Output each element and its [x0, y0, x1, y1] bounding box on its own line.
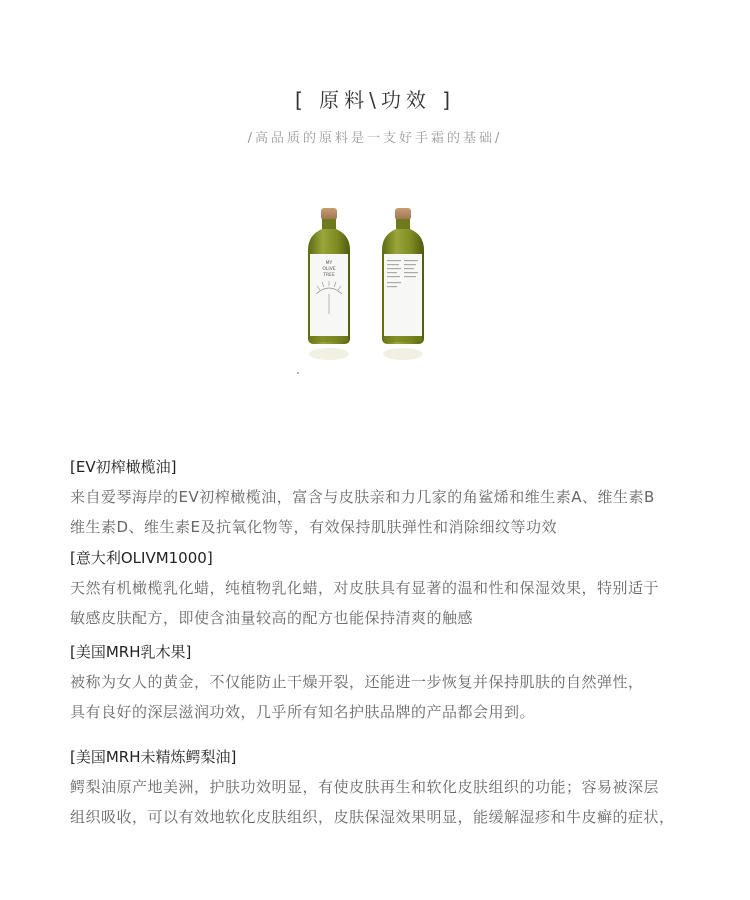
- description-line: 敏感皮肤配方，即使含油量较高的配方也能保持清爽的触感: [70, 609, 474, 627]
- description-line: 被称为女人的黄金，不仅能防止干燥开裂，还能进一步恢复并保持肌肤的自然弹性，: [70, 673, 644, 691]
- bottle-label-line-3: TREE: [323, 273, 335, 278]
- description-line: 组织吸收，可以有效地软化皮肤组织，皮肤保湿效果明显，能缓解湿疹和牛皮癣的症状，: [70, 808, 675, 826]
- bottle-front: [308, 208, 350, 344]
- ingredient-description: [70, 772, 710, 832]
- ingredient-description: [70, 573, 710, 633]
- ingredient-heading: [意大利OLIVM1000]: [70, 549, 213, 567]
- ingredient-heading: [美国MRH乳木果]: [70, 643, 192, 661]
- description-line: 维生素D、维生素E及抗氧化物等，有效保持肌肤弹性和消除细纹等功效: [70, 518, 558, 536]
- description-line: 天然有机橄榄乳化蜡，纯植物乳化蜡，对皮肤具有显著的温和性和保湿效果，特别适于: [70, 579, 660, 597]
- header: [0, 84, 750, 146]
- ingredient-section-ev-olive-oil: [70, 457, 710, 542]
- bottle-label-line-1: MY: [325, 261, 333, 266]
- ingredient-description: [70, 482, 710, 542]
- ingredient-section-avocado-oil: [70, 747, 710, 832]
- page-title: [ 原料\功效 ]: [294, 88, 456, 112]
- ingredient-heading: [美国MRH未精炼鳄梨油]: [70, 748, 237, 766]
- description-line: 鳄梨油原产地美洲，护肤功效明显，有使皮肤再生和软化皮肤组织的功能；容易被深层: [70, 778, 660, 796]
- olive-oil-bottles-image: [296, 202, 442, 378]
- description-line: 具有良好的深层滋润功效，几乎所有知名护肤品牌的产品都会用到。: [70, 703, 536, 721]
- ingredient-heading: [EV初榨橄榄油]: [70, 458, 177, 476]
- ingredient-section-shea-butter: [70, 642, 710, 727]
- ingredient-section-olivm1000: [70, 548, 710, 633]
- bottles-illustration: [296, 202, 442, 378]
- bottle-label-line-2: OLIVE: [322, 267, 336, 272]
- ingredient-description: [70, 667, 710, 727]
- description-line: 来自爱琴海岸的EV初榨橄榄油，富含与皮肤亲和力几家的角鲨烯和维生素A、维生素B: [70, 488, 655, 506]
- bottle-back: [382, 208, 424, 344]
- page-subtitle: /高品质的原料是一支好手霜的基础/: [247, 131, 503, 146]
